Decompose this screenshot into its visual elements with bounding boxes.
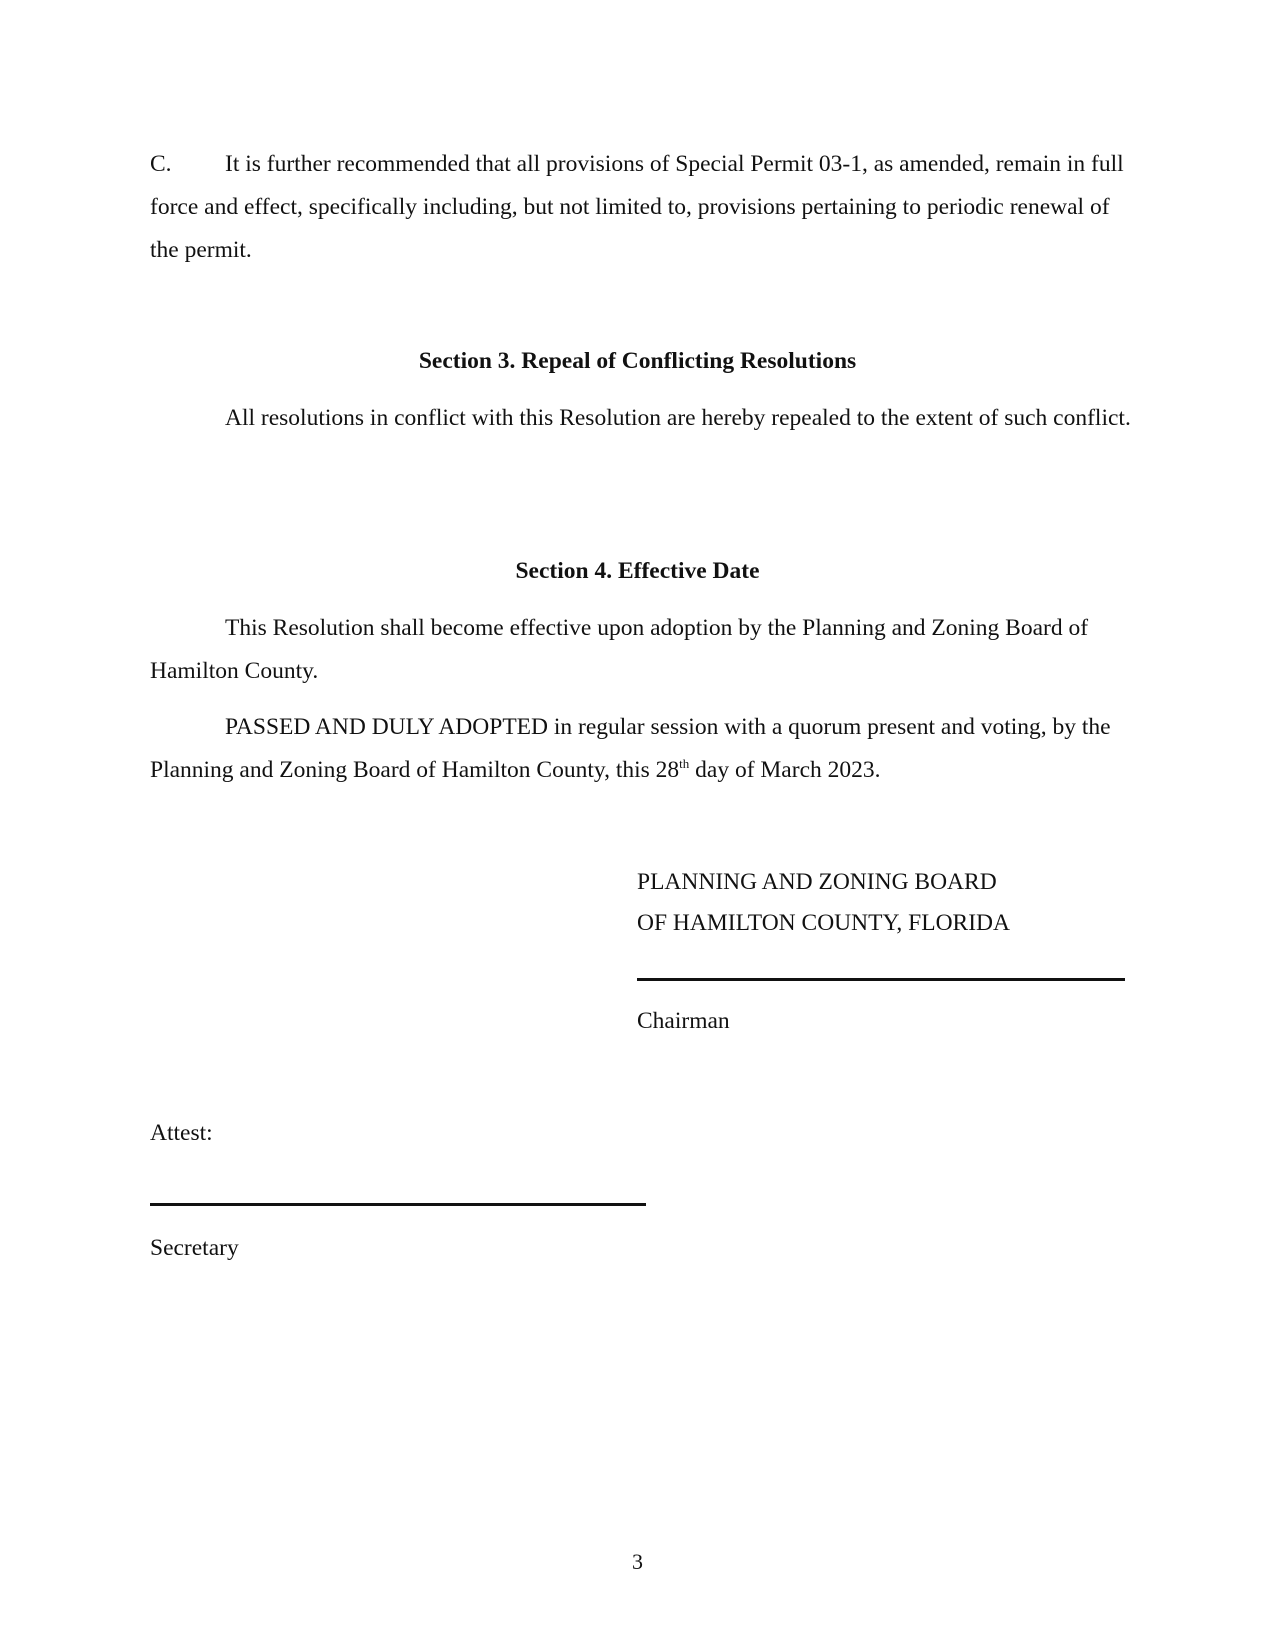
board-line-1: PLANNING AND ZONING BOARD — [637, 869, 997, 895]
page-number: 3 — [632, 1549, 643, 1574]
passed-text-after: day of March 2023. — [689, 757, 881, 783]
section-4-heading: Section 4. Effective Date — [515, 558, 760, 584]
date-superscript: th — [679, 756, 690, 771]
chairman-label: Chairman — [637, 1008, 730, 1034]
chairman-signature-line — [637, 978, 1125, 981]
board-line-2: OF HAMILTON COUNTY, FLORIDA — [637, 910, 1010, 936]
paragraph-c-label: C. — [150, 151, 172, 177]
section-4-text: This Resolution shall become effective upon adoption by the Planning and Zoning Board of Hamilton County. — [150, 615, 1089, 684]
secretary-signature-line — [150, 1203, 646, 1206]
board-name-block — [637, 862, 1010, 944]
paragraph-c-text: It is further recommended that all provisions of Special Permit 03-1, as amended, remain in full force and effect, specifically including, but not limited to, provisions pertaining to periodic renewal of the permit. — [150, 151, 1124, 263]
section-3-heading: Section 3. Repeal of Conflicting Resolutions — [418, 348, 857, 374]
section-3-text: All resolutions in conflict with this Resolution are hereby repealed to the extent of such conflict. — [225, 405, 1131, 431]
passed-text-before: PASSED AND DULY ADOPTED in regular session with a quorum present and voting, by the Planning and Zoning Board of Hamilton County, this 28 — [150, 714, 1111, 783]
secretary-label: Secretary — [150, 1235, 239, 1261]
passed-adopted-paragraph — [150, 706, 1135, 792]
attest-label: Attest: — [150, 1120, 213, 1146]
paragraph-c — [150, 143, 1135, 272]
